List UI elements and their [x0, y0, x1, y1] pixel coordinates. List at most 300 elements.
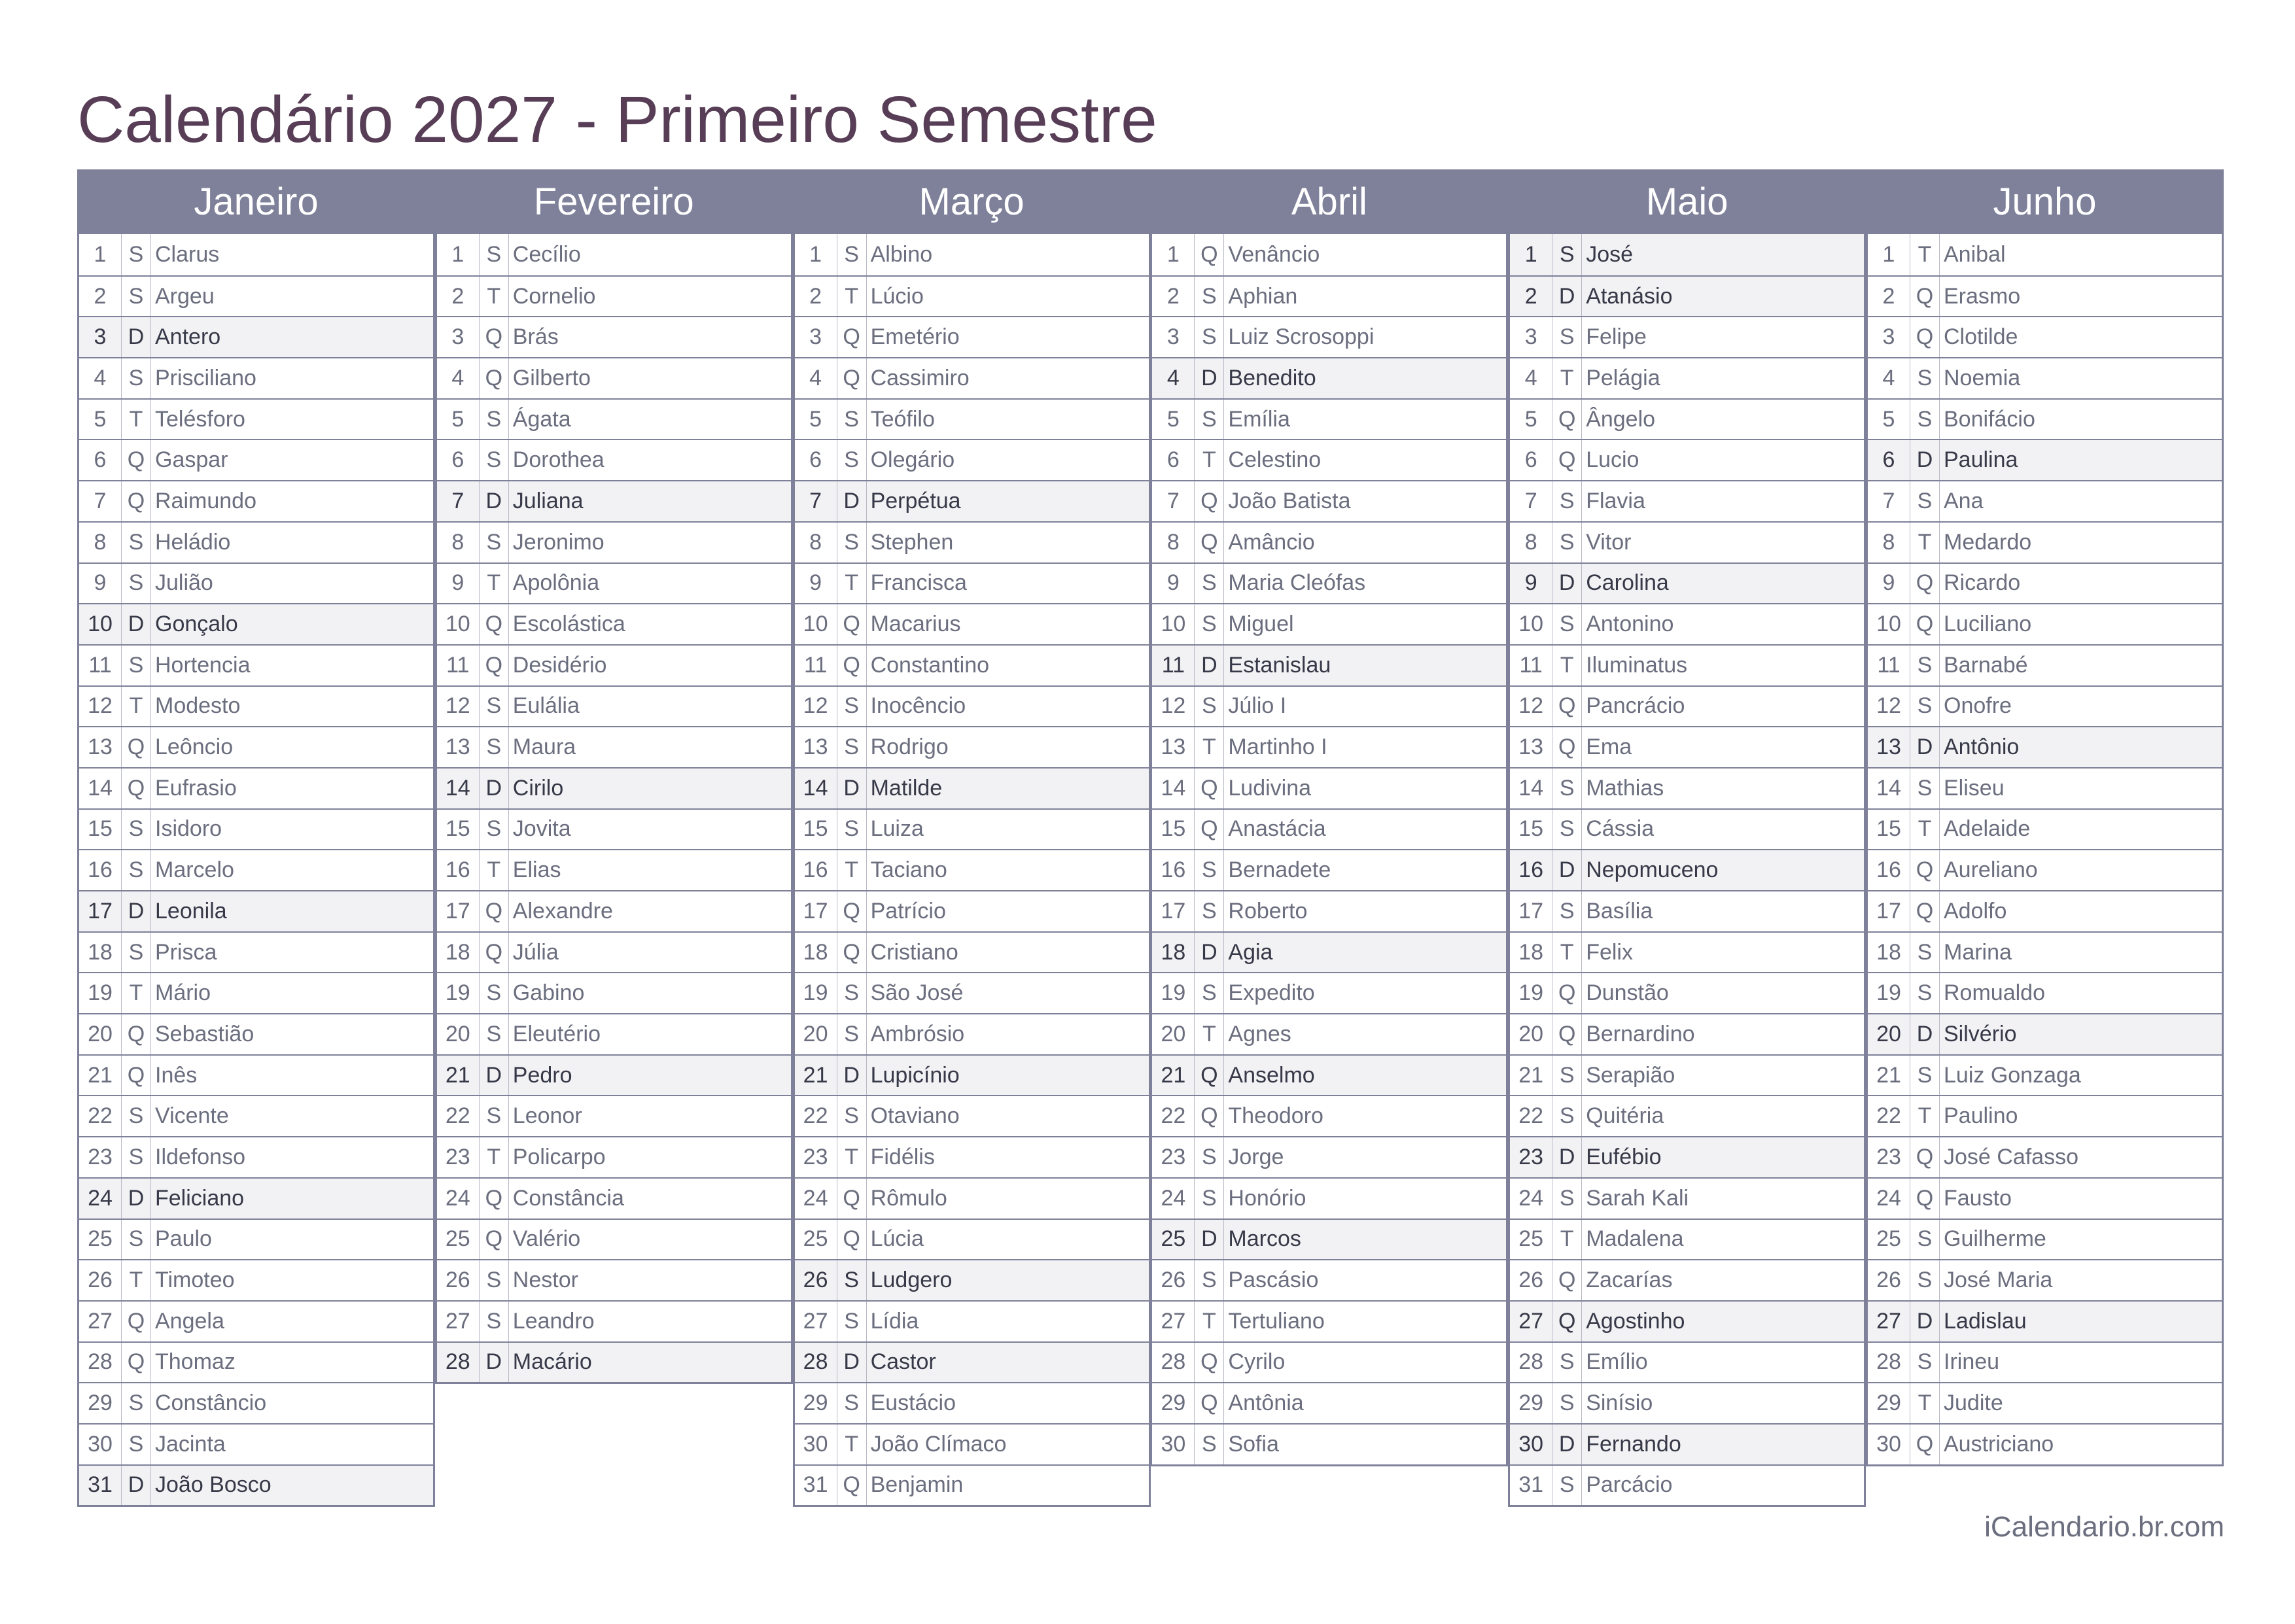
- day-number: 16: [437, 850, 480, 890]
- weekday-letter: S: [1195, 277, 1224, 317]
- day-number: 16: [795, 850, 837, 890]
- day-number: 4: [1868, 358, 1910, 398]
- day-number: 26: [1868, 1260, 1910, 1300]
- day-row: [79, 1177, 433, 1218]
- day-number: 30: [79, 1425, 122, 1464]
- saint-name: Dunstão: [1586, 980, 1669, 1006]
- day-number: 28: [1152, 1343, 1195, 1383]
- day-row: [1152, 685, 1506, 727]
- weekday-letter: T: [1910, 810, 1940, 850]
- weekday-letter: T: [1552, 933, 1582, 973]
- day-number: 6: [795, 440, 837, 480]
- saint-name: Cornelio: [512, 283, 596, 309]
- saint-name: Carolina: [1586, 570, 1669, 596]
- day-row: [795, 931, 1149, 973]
- day-number: 13: [1510, 727, 1552, 767]
- day-row: [1152, 849, 1506, 890]
- day-number: 10: [437, 604, 480, 644]
- weekday-letter: T: [1195, 1014, 1224, 1054]
- weekday-letter: S: [837, 973, 867, 1013]
- day-number: 23: [437, 1137, 480, 1177]
- day-row: [795, 767, 1149, 808]
- weekday-letter: D: [1552, 277, 1582, 317]
- day-row: [437, 357, 791, 398]
- day-row: [1510, 931, 1864, 973]
- weekday-letter: T: [1910, 234, 1940, 275]
- month-header: Fevereiro: [435, 169, 793, 234]
- saint-name: Leôncio: [155, 734, 234, 760]
- day-number: 29: [1510, 1383, 1552, 1423]
- day-row: [1152, 316, 1506, 357]
- weekday-letter: T: [1195, 727, 1224, 767]
- day-row: [795, 357, 1149, 398]
- day-row: [1868, 1341, 2222, 1383]
- saint-name: Perpétua: [870, 488, 961, 513]
- day-row: [437, 1136, 791, 1177]
- weekday-letter: D: [837, 481, 867, 521]
- saint-name: Zacarías: [1586, 1268, 1673, 1293]
- day-row: [79, 808, 433, 850]
- day-number: 7: [1510, 481, 1552, 521]
- saint-name: Olegário: [870, 447, 955, 473]
- saint-name: Paulina: [1944, 447, 2018, 473]
- weekday-letter: T: [837, 277, 867, 317]
- day-row: [1152, 398, 1506, 440]
- day-row: [79, 521, 433, 562]
- day-row: [437, 726, 791, 767]
- day-number: 28: [1510, 1343, 1552, 1383]
- day-row: [437, 1177, 791, 1218]
- saint-name: Rômulo: [870, 1185, 947, 1211]
- weekday-letter: S: [1552, 1096, 1582, 1136]
- day-row: [1510, 972, 1864, 1013]
- saint-name: Lúcia: [870, 1226, 924, 1252]
- day-number: 12: [79, 687, 122, 727]
- day-number: 1: [79, 234, 122, 275]
- weekday-letter: Q: [122, 727, 151, 767]
- saint-name: Inocêncio: [870, 693, 966, 719]
- saint-name: Aureliano: [1944, 857, 2038, 883]
- day-number: 20: [1152, 1014, 1195, 1054]
- day-number: 5: [795, 400, 837, 440]
- saint-name: Quitéria: [1586, 1103, 1664, 1129]
- weekday-letter: D: [1552, 1425, 1582, 1464]
- saint-name: Constância: [512, 1185, 624, 1211]
- weekday-letter: S: [480, 1302, 509, 1341]
- saint-name: Patrício: [870, 898, 946, 924]
- weekday-letter: S: [480, 1096, 509, 1136]
- day-number: 29: [1868, 1383, 1910, 1423]
- saint-name: Leandro: [512, 1308, 595, 1334]
- weekday-letter: S: [122, 1096, 151, 1136]
- day-row: [1510, 1177, 1864, 1218]
- weekday-letter: T: [122, 400, 151, 440]
- weekday-letter: Q: [1552, 973, 1582, 1013]
- saint-name: Sebastião: [155, 1021, 254, 1046]
- day-row: [1152, 562, 1506, 604]
- month-column: [793, 169, 1151, 1507]
- weekday-letter: T: [122, 973, 151, 1013]
- weekday-letter: S: [122, 358, 151, 398]
- weekday-letter: Q: [1195, 1383, 1224, 1423]
- day-row: [795, 1259, 1149, 1300]
- day-number: 1: [1152, 234, 1195, 275]
- weekday-letter: Q: [480, 933, 509, 973]
- weekday-letter: S: [122, 277, 151, 317]
- weekday-letter: T: [480, 564, 509, 604]
- saint-name: Eufrasio: [155, 775, 237, 801]
- day-number: 3: [795, 317, 837, 357]
- saint-name: Argeu: [155, 283, 215, 309]
- weekday-letter: S: [837, 727, 867, 767]
- weekday-letter: T: [1910, 523, 1940, 562]
- weekday-letter: Q: [1552, 1260, 1582, 1300]
- day-number: 10: [1868, 604, 1910, 644]
- saint-name: Theodoro: [1228, 1103, 1323, 1129]
- weekday-letter: T: [480, 850, 509, 890]
- saint-name: Luiz Scrosoppi: [1228, 324, 1375, 350]
- day-number: 19: [1510, 973, 1552, 1013]
- day-row: [795, 1464, 1149, 1506]
- saint-name: Lucio: [1586, 447, 1639, 473]
- day-number: 26: [795, 1260, 837, 1300]
- day-number: 2: [1152, 277, 1195, 317]
- day-number: 26: [1152, 1260, 1195, 1300]
- day-number: 25: [1152, 1220, 1195, 1260]
- weekday-letter: D: [837, 1343, 867, 1383]
- saint-name: Bernardino: [1586, 1021, 1695, 1046]
- weekday-letter: D: [480, 1056, 509, 1096]
- day-number: 22: [795, 1096, 837, 1136]
- weekday-letter: T: [837, 564, 867, 604]
- weekday-letter: S: [480, 1014, 509, 1054]
- saint-name: Modesto: [155, 693, 241, 719]
- saint-name: Rodrigo: [870, 734, 949, 760]
- weekday-letter: S: [122, 810, 151, 850]
- weekday-letter: S: [1552, 234, 1582, 275]
- saint-name: Castor: [870, 1349, 936, 1375]
- day-row: [79, 1013, 433, 1054]
- day-row: [1510, 1341, 1864, 1383]
- weekday-letter: Q: [1910, 850, 1940, 890]
- saint-name: Ludivina: [1228, 775, 1312, 801]
- saint-name: Feliciano: [155, 1185, 245, 1211]
- saint-name: Bernadete: [1228, 857, 1331, 883]
- saint-name: Lúcio: [870, 283, 924, 309]
- day-number: 18: [79, 933, 122, 973]
- saint-name: Lídia: [870, 1308, 919, 1334]
- saint-name: Alexandre: [512, 898, 613, 924]
- day-row: [795, 480, 1149, 521]
- day-number: 11: [1152, 646, 1195, 685]
- weekday-letter: S: [1552, 604, 1582, 644]
- day-number: 21: [79, 1056, 122, 1096]
- month-header: Janeiro: [77, 169, 435, 234]
- saint-name: Leonila: [155, 898, 227, 924]
- saint-name: Maura: [512, 734, 576, 760]
- day-row: [1152, 931, 1506, 973]
- weekday-letter: D: [837, 1056, 867, 1096]
- month-days: [1866, 234, 2224, 1466]
- weekday-letter: S: [837, 1014, 867, 1054]
- month-days: [1150, 234, 1508, 1466]
- day-row: [1510, 439, 1864, 480]
- saint-name: Irineu: [1944, 1349, 2000, 1375]
- day-number: 5: [1510, 400, 1552, 440]
- day-row: [437, 1300, 791, 1341]
- day-row: [1510, 562, 1864, 604]
- saint-name: Basília: [1586, 898, 1653, 924]
- month-header: Maio: [1508, 169, 1866, 234]
- day-number: 10: [1152, 604, 1195, 644]
- saint-name: Ambrósio: [870, 1021, 965, 1046]
- weekday-letter: S: [1910, 973, 1940, 1013]
- weekday-letter: S: [1552, 317, 1582, 357]
- day-number: 14: [1868, 769, 1910, 808]
- weekday-letter: D: [1910, 727, 1940, 767]
- day-number: 13: [1868, 727, 1910, 767]
- weekday-letter: Q: [837, 1179, 867, 1218]
- day-row: [437, 1341, 791, 1383]
- weekday-letter: S: [1552, 481, 1582, 521]
- weekday-letter: D: [480, 769, 509, 808]
- day-row: [437, 1054, 791, 1096]
- day-number: 4: [79, 358, 122, 398]
- day-number: 12: [1510, 687, 1552, 727]
- weekday-letter: Q: [480, 317, 509, 357]
- saint-name: Valério: [512, 1226, 581, 1252]
- day-row: [1510, 521, 1864, 562]
- day-number: 11: [437, 646, 480, 685]
- weekday-letter: Q: [837, 933, 867, 973]
- day-row: [1868, 234, 2222, 275]
- day-number: 10: [1510, 604, 1552, 644]
- weekday-letter: Q: [1195, 234, 1224, 275]
- day-row: [1510, 603, 1864, 644]
- day-number: 30: [1152, 1425, 1195, 1464]
- saint-name: Clarus: [155, 241, 220, 267]
- saint-name: Otaviano: [870, 1103, 960, 1129]
- day-row: [79, 603, 433, 644]
- day-row: [1510, 1218, 1864, 1260]
- day-number: 15: [1510, 810, 1552, 850]
- day-number: 24: [1868, 1179, 1910, 1218]
- saint-name: Venâncio: [1228, 241, 1320, 267]
- saint-name: Brás: [512, 324, 559, 350]
- day-row: [1152, 1423, 1506, 1464]
- saint-name: Antônia: [1228, 1391, 1304, 1416]
- saint-name: Júlia: [512, 939, 559, 965]
- day-number: 30: [795, 1425, 837, 1464]
- day-row: [437, 1095, 791, 1136]
- day-row: [79, 398, 433, 440]
- weekday-letter: Q: [122, 1056, 151, 1096]
- day-number: 26: [1510, 1260, 1552, 1300]
- saint-name: Silvério: [1944, 1021, 2017, 1046]
- day-number: 2: [437, 277, 480, 317]
- weekday-letter: S: [122, 1220, 151, 1260]
- saint-name: Sinísio: [1586, 1391, 1653, 1416]
- day-row: [795, 972, 1149, 1013]
- day-number: 12: [795, 687, 837, 727]
- saint-name: Ana: [1944, 488, 1984, 513]
- day-row: [1510, 316, 1864, 357]
- weekday-letter: Q: [480, 604, 509, 644]
- day-row: [1868, 603, 2222, 644]
- saint-name: Taciano: [870, 857, 947, 883]
- weekday-letter: Q: [1910, 1179, 1940, 1218]
- saint-name: Luiz Gonzaga: [1944, 1062, 2081, 1088]
- day-row: [1152, 480, 1506, 521]
- day-row: [795, 439, 1149, 480]
- day-row: [795, 1341, 1149, 1383]
- day-row: [1868, 1423, 2222, 1464]
- saint-name: Maria Cleófas: [1228, 570, 1366, 596]
- day-number: 20: [1868, 1014, 1910, 1054]
- saint-name: Celestino: [1228, 447, 1322, 473]
- day-number: 20: [437, 1014, 480, 1054]
- day-number: 29: [795, 1383, 837, 1423]
- calendar-grid: [77, 169, 2224, 1510]
- day-row: [79, 1136, 433, 1177]
- day-number: 2: [1868, 277, 1910, 317]
- day-row: [795, 1177, 1149, 1218]
- day-number: 15: [795, 810, 837, 850]
- day-number: 3: [1510, 317, 1552, 357]
- day-row: [795, 1136, 1149, 1177]
- saint-name: Martinho I: [1228, 734, 1327, 760]
- weekday-letter: Q: [480, 1220, 509, 1260]
- day-number: 15: [437, 810, 480, 850]
- saint-name: Pelágia: [1586, 365, 1660, 390]
- day-row: [437, 234, 791, 275]
- weekday-letter: S: [1195, 1179, 1224, 1218]
- day-number: 8: [437, 523, 480, 562]
- day-row: [437, 521, 791, 562]
- month-header: Abril: [1150, 169, 1508, 234]
- saint-name: Eleutério: [512, 1021, 601, 1046]
- day-number: 5: [1152, 400, 1195, 440]
- day-row: [1868, 316, 2222, 357]
- weekday-letter: S: [837, 523, 867, 562]
- saint-name: Clotilde: [1944, 324, 2018, 350]
- day-row: [1510, 1423, 1864, 1464]
- weekday-letter: S: [1910, 1220, 1940, 1260]
- day-number: 29: [1152, 1383, 1195, 1423]
- day-row: [795, 398, 1149, 440]
- weekday-letter: T: [480, 1137, 509, 1177]
- weekday-letter: S: [1195, 1260, 1224, 1300]
- day-number: 28: [1868, 1343, 1910, 1383]
- month-days: [1508, 234, 1866, 1507]
- weekday-letter: S: [1910, 646, 1940, 685]
- weekday-letter: S: [122, 1425, 151, 1464]
- saint-name: Constâncio: [155, 1391, 267, 1416]
- weekday-letter: S: [1910, 400, 1940, 440]
- weekday-letter: S: [1910, 687, 1940, 727]
- day-number: 2: [1510, 277, 1552, 317]
- saint-name: Cassimiro: [870, 365, 970, 390]
- day-row: [1868, 1259, 2222, 1300]
- day-number: 24: [437, 1179, 480, 1218]
- saint-name: Agostinho: [1586, 1308, 1685, 1334]
- saint-name: Nestor: [512, 1268, 578, 1293]
- day-number: 18: [795, 933, 837, 973]
- saint-name: Atanásio: [1586, 283, 1673, 309]
- weekday-letter: S: [837, 1383, 867, 1423]
- weekday-letter: Q: [480, 646, 509, 685]
- day-number: 20: [79, 1014, 122, 1054]
- month-column: [435, 169, 793, 1384]
- month-column: [77, 169, 435, 1507]
- saint-name: Paulino: [1944, 1103, 2018, 1129]
- day-row: [1868, 808, 2222, 850]
- saint-name: Agnes: [1228, 1021, 1291, 1046]
- saint-name: Eufébio: [1586, 1144, 1662, 1169]
- month-column: [1866, 169, 2224, 1466]
- day-number: 7: [1868, 481, 1910, 521]
- saint-name: Telésforo: [155, 406, 245, 432]
- weekday-letter: S: [1552, 810, 1582, 850]
- day-number: 8: [1152, 523, 1195, 562]
- weekday-letter: T: [1552, 358, 1582, 398]
- weekday-letter: D: [122, 891, 151, 931]
- saint-name: Hortencia: [155, 652, 251, 678]
- day-row: [1510, 1095, 1864, 1136]
- saint-name: Gonçalo: [155, 612, 238, 637]
- day-number: 6: [79, 440, 122, 480]
- day-row: [79, 1382, 433, 1423]
- day-number: 30: [1510, 1425, 1552, 1464]
- day-number: 30: [1868, 1425, 1910, 1464]
- day-row: [1868, 562, 2222, 604]
- saint-name: Prisciliano: [155, 365, 256, 390]
- saint-name: Erasmo: [1944, 283, 2021, 309]
- day-row: [437, 603, 791, 644]
- day-number: 6: [1152, 440, 1195, 480]
- weekday-letter: S: [122, 1137, 151, 1177]
- day-row: [79, 890, 433, 931]
- day-row: [79, 972, 433, 1013]
- saint-name: Pancrácio: [1586, 693, 1685, 719]
- weekday-letter: Q: [122, 1014, 151, 1054]
- saint-name: Elias: [512, 857, 561, 883]
- day-number: 18: [437, 933, 480, 973]
- day-row: [79, 1095, 433, 1136]
- day-row: [1510, 1259, 1864, 1300]
- day-number: 14: [79, 769, 122, 808]
- day-number: 23: [1868, 1137, 1910, 1177]
- saint-name: Eustácio: [870, 1391, 956, 1416]
- weekday-letter: D: [1195, 358, 1224, 398]
- saint-name: Policarpo: [512, 1144, 606, 1169]
- day-number: 22: [1510, 1096, 1552, 1136]
- day-row: [1868, 685, 2222, 727]
- day-number: 23: [795, 1137, 837, 1177]
- day-number: 17: [79, 891, 122, 931]
- weekday-letter: S: [122, 646, 151, 685]
- saint-name: Leonor: [512, 1103, 582, 1129]
- day-row: [795, 1013, 1149, 1054]
- day-row: [1868, 767, 2222, 808]
- weekday-letter: Q: [480, 1179, 509, 1218]
- day-row: [79, 562, 433, 604]
- day-number: 13: [795, 727, 837, 767]
- day-row: [1868, 1177, 2222, 1218]
- weekday-letter: Q: [1552, 727, 1582, 767]
- day-number: 13: [1152, 727, 1195, 767]
- day-row: [437, 275, 791, 317]
